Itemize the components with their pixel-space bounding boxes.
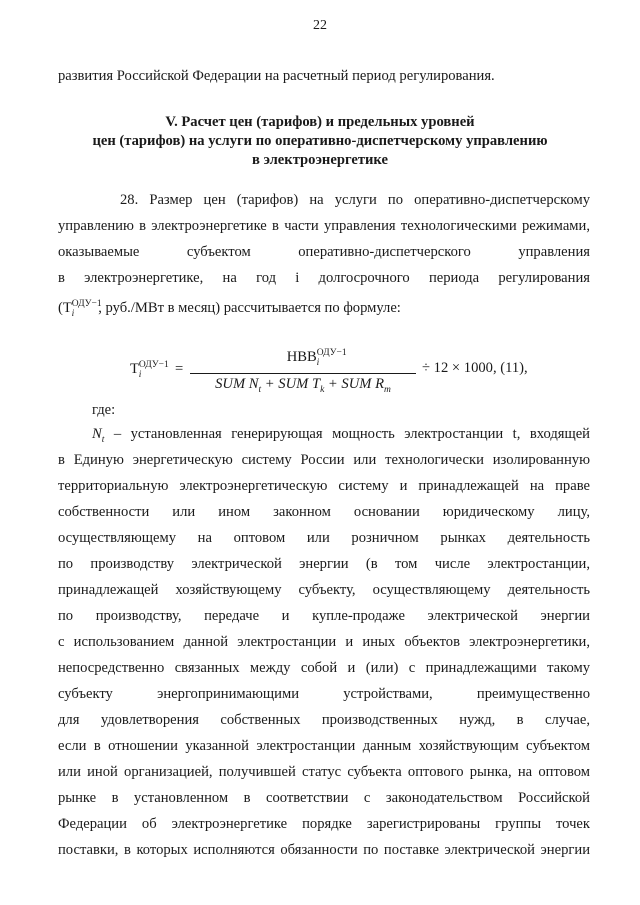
definition-line: собственности или ином законном основании юридическому лицу, (58, 504, 590, 520)
formula-denominator (190, 376, 416, 395)
formula-numerator-sup: ОДУ−1 (316, 348, 347, 358)
formula-numerator (190, 348, 416, 368)
definition-variable: N (92, 426, 102, 442)
formula-numerator-sub: i (316, 357, 320, 368)
definition-line: субъекту энергопринимающими устройствами, преимущественно (58, 686, 590, 702)
section-heading-line-3: в электроэнергетике (252, 152, 388, 168)
tariff-symbol-sup: ОДУ−1 (71, 299, 102, 309)
formula-lhs (130, 360, 183, 380)
definition-first-line (92, 424, 590, 450)
definition-line: или иной организацией, получившей статус субъекта оптового рынка, на оптовом (58, 764, 590, 780)
definition-line: осуществляющему на оптовом или розничном рынках деятельность (58, 530, 590, 546)
definition-line: с использованием данной электростанции и иных объектов электроэнергетики, (58, 634, 590, 650)
definition-first-rest: – установленная генерирующая мощность электростанции t, входящей (104, 426, 590, 442)
den-sub-k: k (320, 384, 325, 395)
page-number: 22 (313, 18, 327, 33)
den-sum-t: + SUM T (261, 376, 321, 392)
paragraph-28-line-2: управлению в электроэнергетике в части управления технологическими режимами, (58, 218, 590, 234)
definition-line: в Единую энергетическую систему России или технологически изолированную (58, 452, 590, 468)
paragraph-28-line-1: 28. Размер цен (тарифов) на услуги по оперативно-диспетчерскому (120, 192, 590, 208)
formula-numerator-base: НВВ (286, 348, 317, 365)
section-heading-line-1: V. Расчет цен (тарифов) и предельных уровней (165, 114, 475, 130)
definition-line: если в отношении указанной электростанции данным хозяйствующим субъектом (58, 738, 590, 754)
den-sub-t: t (258, 384, 262, 395)
definition-line: территориальную электроэнергетическую систему и принадлежащей на праве (58, 478, 590, 494)
definition-line: непосредственно связанных между собой и (или) с принадлежащими такому (58, 660, 590, 676)
definition-line: по производству электрической энергии (в том числе электростанции, (58, 556, 590, 572)
definition-line: рынке в установленном в соответствии с законодательством Российской (58, 790, 590, 806)
den-sub-m: m (383, 384, 391, 395)
where-label: где: (92, 402, 116, 418)
definition-line: по производству, передаче и купле-продаже электрической энергии (58, 608, 590, 624)
intro-line: развития Российской Федерации на расчетный период регулирования. (58, 68, 495, 84)
formula-lhs-base: Т (130, 360, 139, 377)
tariff-units-text: , руб./МВт в месяц) рассчитывается по формуле: (98, 299, 401, 316)
formula-11 (130, 342, 550, 398)
definition-line: принадлежащей хозяйствующему субъекту, осуществляющему деятельность (58, 582, 590, 598)
fraction-bar (190, 373, 416, 374)
definition-variable-sub: t (101, 434, 105, 445)
definition-line: поставки, в которых исполняются обязанности по поставке электрической энергии (58, 842, 590, 858)
formula-equals: = (175, 360, 184, 377)
formula-tail: ÷ 12 × 1000, (11), (422, 360, 528, 376)
tariff-symbol-open: (Т (58, 299, 72, 316)
section-heading-line-2: цен (тарифов) на услуги по оперативно-диспетчерскому управлению (92, 133, 548, 149)
tariff-symbol-sub: i (71, 308, 75, 319)
den-sum-r: + SUM R (324, 376, 384, 392)
formula-lhs-sup: ОДУ−1 (138, 360, 169, 370)
den-sum-n: SUM N (215, 376, 259, 392)
definition-line: Федерации об электроэнергетике порядке зарегистрированы группы точек (58, 816, 590, 832)
formula-lhs-sub: i (138, 369, 142, 380)
definition-line: для удовлетворения собственных производственных нужд, в случае, (58, 712, 590, 728)
paragraph-28-line-3: оказываемые субъектом оперативно-диспетчерского управления (58, 244, 590, 260)
paragraph-28-line-4: в электроэнергетике, на год i долгосрочного периода регулирования (58, 270, 590, 286)
paragraph-28-line-5 (58, 294, 401, 324)
